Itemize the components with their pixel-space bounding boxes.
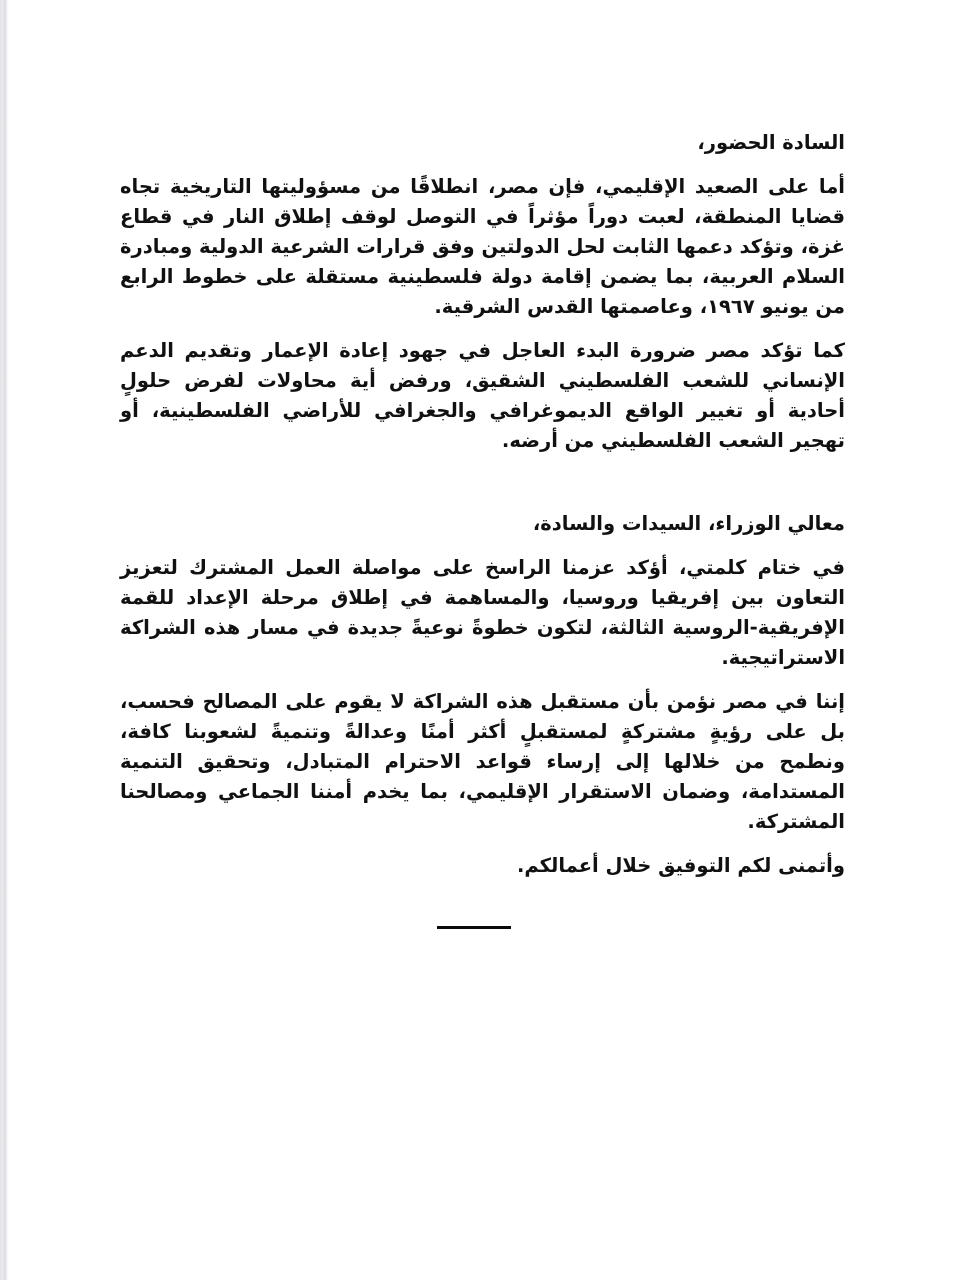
- speech-text: [120, 128, 845, 881]
- salutation-ministers: معالي الوزراء، السيدات والسادة،: [532, 512, 845, 535]
- paragraph-reconstruction: كما تؤكد مصر ضرورة البدء العاجل في جهود إعادة الإعمار وتقديم الدعم الإنساني للشعب الفلسطيني الشقيق، ورفض أية محاولات لفرض حلولٍ أحادية أو تغيير الواقع الديموغرافي والجغرافي للأراضي الفلسطينية، أو تهجير الشعب الفلسطيني من أرضه.: [120, 339, 845, 452]
- paragraph-partnership-vision: إننا في مصر نؤمن بأن مستقبل هذه الشراكة لا يقوم على المصالح فحسب، بل على رؤيةٍ مشتركةٍ لمستقبلٍ أكثر أمنًا وعدالةً وتنميةً لشعوبنا كافة، ونطمح من خلالها إلى إرساء قواعد الاحترام المتبادل، وتحقيق التنمية المستدامة، وضمان الاستقرار الإقليمي، بما يخدم أمننا الجماعي ومصالحنا المشتركة.: [120, 690, 845, 833]
- paragraph-regional-stance: أما على الصعيد الإقليمي، فإن مصر، انطلاقًا من مسؤوليتها التاريخية تجاه قضايا المنطقة، لعبت دوراً مؤثراً في التوصل لوقف إطلاق النار في قطاع غزة، وتؤكد دعمها الثابت لحل الدولتين وفق قرارات الشرعية الدولية ومبادرة السلام العربية، بما يضمن إقامة دولة فلسطينية مستقلة على خطوط الرابع من يونيو ١٩٦٧، وعاصمتها القدس الشرقية.: [120, 175, 845, 318]
- section-spacer: [120, 470, 845, 509]
- paragraph-conclusion: في ختام كلمتي، أؤكد عزمنا الراسخ على مواصلة العمل المشترك لتعزيز التعاون بين إفريقيا وروسيا، والمساهمة في إطلاق مرحلة الإعداد للقمة الإفريقية-الروسية الثالثة، لتكون خطوةً نوعيةً جديدة في مسار هذه الشراكة الاستراتيجية.: [120, 556, 845, 669]
- page-edge-shadow: [0, 0, 9, 1280]
- salutation-attendees: السادة الحضور،: [697, 131, 845, 154]
- end-divider-line: [437, 926, 511, 929]
- closing-line: وأتمنى لكم التوفيق خلال أعمالكم.: [516, 854, 845, 877]
